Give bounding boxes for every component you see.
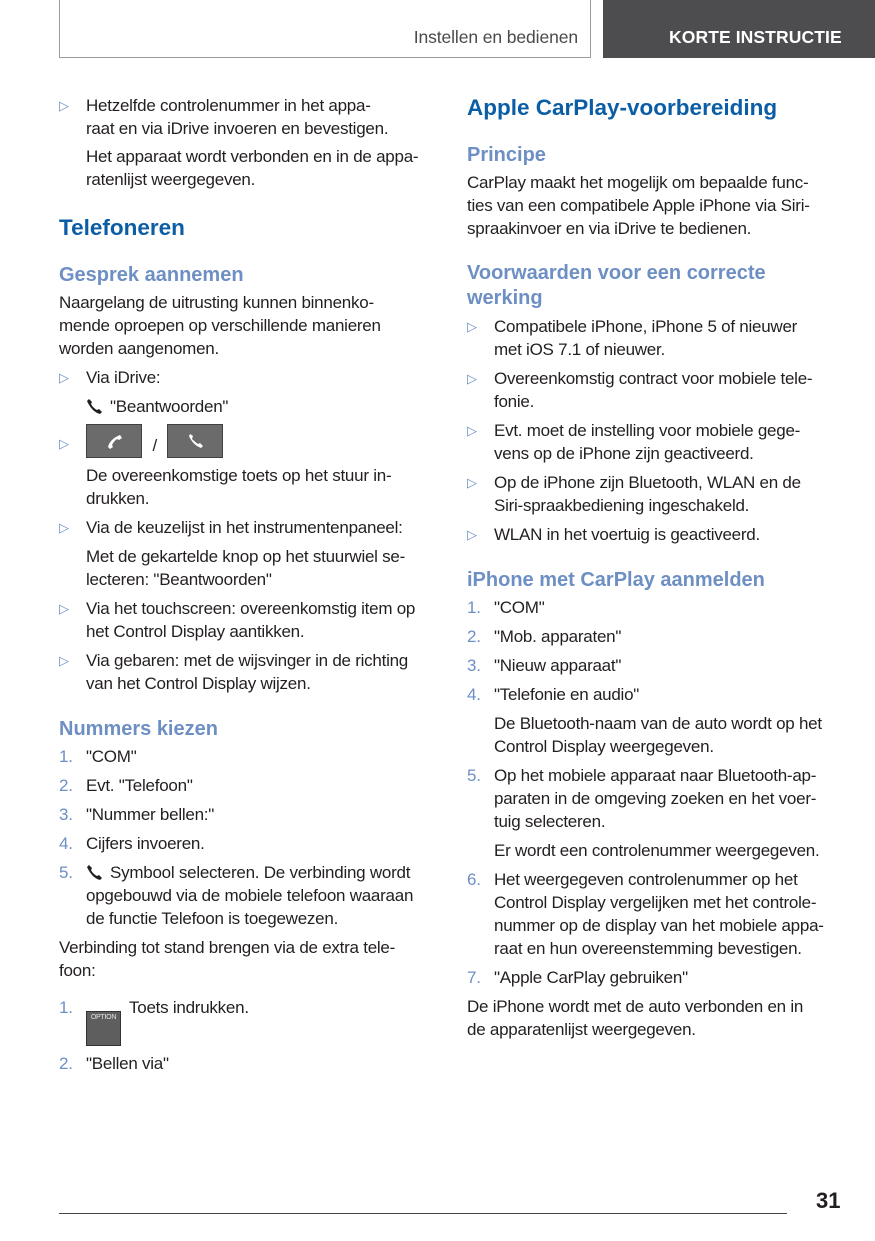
gesprek-line2: mende oproepen op verschillende manieren bbox=[59, 316, 381, 335]
call-list-button-icon bbox=[167, 424, 223, 458]
bullet-via-idrive bbox=[59, 366, 439, 389]
step-number: 4. bbox=[59, 834, 73, 853]
option-step1-text: Toets indrukken. bbox=[129, 998, 249, 1017]
step-number: 2. bbox=[59, 776, 73, 795]
voorwaarde-line2: vens op de iPhone zijn geactiveerd. bbox=[494, 444, 754, 463]
option-step-2 bbox=[59, 1052, 439, 1075]
button-separator: / bbox=[152, 436, 157, 456]
voorwaarde-4 bbox=[467, 471, 847, 517]
nummers-step-5 bbox=[59, 861, 439, 930]
step-text: "Mob. apparaten" bbox=[494, 627, 622, 646]
idrive-sub bbox=[59, 395, 439, 418]
keuzelijst-sub-line2: lecteren: "Beantwoorden" bbox=[86, 570, 272, 589]
heading-nummers-kiezen: Nummers kiezen bbox=[59, 718, 218, 740]
triangle-bullet-icon: ▷ bbox=[59, 653, 69, 668]
gebaren-line2: van het Control Display wijzen. bbox=[86, 674, 311, 693]
step5-line3: tuig selecteren. bbox=[494, 812, 606, 831]
step5-line2: paraten in de omgeving zoeken en het voer- bbox=[494, 789, 817, 808]
header-chapter-title: KORTE INSTRUCTIE bbox=[669, 27, 842, 47]
step-number: 1. bbox=[467, 598, 481, 617]
step-number: 1. bbox=[59, 747, 73, 766]
step-number: 3. bbox=[467, 656, 481, 675]
step6-line2: Control Display vergelijken met het controle- bbox=[494, 893, 817, 912]
triangle-bullet-icon: ▷ bbox=[59, 520, 69, 535]
keuzelijst-sub-line1: Met de gekartelde knop op het stuurwiel se- bbox=[86, 547, 406, 566]
beantwoorden-text: "Beantwoorden" bbox=[110, 397, 229, 416]
accept-call-button-icon bbox=[86, 424, 142, 458]
voorwaarde-wlan bbox=[467, 523, 847, 546]
step-text: "Nummer bellen:" bbox=[86, 805, 215, 824]
step-text: "Telefonie en audio" bbox=[494, 685, 640, 704]
stuur-line1: De overeenkomstige toets op het stuur in- bbox=[86, 466, 392, 485]
voorwaarde-line2: fonie. bbox=[494, 392, 535, 411]
voorwaarde-1 bbox=[467, 315, 847, 361]
principe-line3: spraakinvoer en via iDrive te bedienen. bbox=[467, 219, 752, 238]
step-number: 3. bbox=[59, 805, 73, 824]
triangle-bullet-icon: ▷ bbox=[59, 98, 69, 113]
triangle-bullet-icon: ▷ bbox=[59, 370, 69, 385]
carplay-step-6 bbox=[467, 868, 847, 960]
step-text: Cijfers invoeren. bbox=[86, 834, 205, 853]
triangle-bullet-icon: ▷ bbox=[467, 527, 477, 542]
heading-principe: Principe bbox=[467, 144, 546, 166]
triangle-bullet-icon: ▷ bbox=[59, 601, 69, 616]
right-column bbox=[467, 94, 847, 1047]
gebaren-line1: Via gebaren: met de wijsvinger in de richting bbox=[86, 651, 409, 670]
carplay-step-2 bbox=[467, 625, 847, 648]
voorwaarde-line2: Siri-spraakbediening ingeschakeld. bbox=[494, 496, 750, 515]
wlan-text: WLAN in het voertuig is geactiveerd. bbox=[494, 525, 760, 544]
header-section-box bbox=[59, 0, 591, 58]
option-step-1 bbox=[59, 996, 439, 1046]
intro-bullet bbox=[59, 94, 439, 140]
voorwaarde-line1: Evt. moet de instelling voor mobiele gege- bbox=[494, 421, 801, 440]
bullet-via-idrive-text: Via iDrive: bbox=[86, 368, 161, 387]
option-step2-text: "Bellen via" bbox=[86, 1054, 169, 1073]
step-number: 7. bbox=[467, 968, 481, 987]
nummers-step-1 bbox=[59, 745, 439, 768]
step-text: "COM" bbox=[86, 747, 137, 766]
keuzelijst-text: Via de keuzelijst in het instrumentenpaneel: bbox=[86, 518, 403, 537]
triangle-bullet-icon: ▷ bbox=[467, 319, 477, 334]
voorwaarde-line1: Overeenkomstig contract voor mobiele tele- bbox=[494, 369, 813, 388]
carplay-step-3 bbox=[467, 654, 847, 677]
triangle-bullet-icon: ▷ bbox=[467, 475, 477, 490]
intro-bullet-line2: raat en via iDrive invoeren en bevestigen. bbox=[86, 119, 389, 138]
extra-line1: Verbinding tot stand brengen via de extra tele- bbox=[59, 938, 396, 957]
nummers-step-4 bbox=[59, 832, 439, 855]
option-button-icon: OPTION bbox=[86, 1011, 121, 1046]
left-column bbox=[59, 94, 439, 1081]
nummers-step-2 bbox=[59, 774, 439, 797]
gesprek-line3: worden aangenomen. bbox=[59, 339, 219, 358]
triangle-bullet-icon: ▷ bbox=[59, 436, 69, 451]
header-chapter-tab bbox=[603, 0, 875, 58]
step-number: 1. bbox=[59, 998, 73, 1017]
stuur-sub bbox=[59, 464, 439, 510]
step4-sub-line2: Control Display weergegeven. bbox=[494, 737, 714, 756]
voorwaarden-title-line2: werking bbox=[467, 287, 543, 309]
carplay-step-7 bbox=[467, 966, 847, 989]
touch-line1: Via het touchscreen: overeenkomstig item op bbox=[86, 599, 416, 618]
step-number: 6. bbox=[467, 870, 481, 889]
heading-telefoneren: Telefoneren bbox=[59, 215, 185, 240]
stuur-line2: drukken. bbox=[86, 489, 150, 508]
nummers-step-3 bbox=[59, 803, 439, 826]
step5-line1: Op het mobiele apparaat naar Bluetooth-ap- bbox=[494, 766, 817, 785]
step5-sub: Er wordt een controlenummer weergegeven. bbox=[494, 841, 820, 860]
voorwaarde-2 bbox=[467, 367, 847, 413]
heading-apple-carplay: Apple CarPlay-voorbereiding bbox=[467, 95, 778, 120]
phone-handset-icon bbox=[86, 863, 104, 881]
step5-line2: opgebouwd via de mobiele telefoon waaraan bbox=[86, 886, 414, 905]
final-line2: de apparatenlijst weergegeven. bbox=[467, 1020, 696, 1039]
page-number: 31 bbox=[816, 1188, 841, 1213]
intro-bullet-line1: Hetzelfde controlenummer in het appa- bbox=[86, 96, 371, 115]
bullet-gebaren bbox=[59, 649, 439, 695]
bullet-keuzelijst bbox=[59, 516, 439, 539]
voorwaarde-line1: Compatibele iPhone, iPhone 5 of nieuwer bbox=[494, 317, 798, 336]
voorwaarde-3 bbox=[467, 419, 847, 465]
voorwaarden-title-line1: Voorwaarden voor een correcte bbox=[467, 262, 766, 284]
triangle-bullet-icon: ▷ bbox=[467, 371, 477, 386]
heading-iphone-aanmelden: iPhone met CarPlay aanmelden bbox=[467, 569, 765, 591]
step6-line1: Het weergegeven controlenummer op het bbox=[494, 870, 798, 889]
bullet-steering-buttons bbox=[59, 424, 439, 458]
carplay-step-4 bbox=[467, 683, 847, 706]
step-number: 4. bbox=[467, 685, 481, 704]
step-text: Evt. "Telefoon" bbox=[86, 776, 193, 795]
step6-line3: nummer op de display van het mobiele appa- bbox=[494, 916, 824, 935]
step-number: 2. bbox=[59, 1054, 73, 1073]
voorwaarde-line1: Op de iPhone zijn Bluetooth, WLAN en de bbox=[494, 473, 801, 492]
intro-paragraph bbox=[59, 145, 439, 191]
voorwaarde-line2: met iOS 7.1 of nieuwer. bbox=[494, 340, 665, 359]
step5-line3: de functie Telefoon is toegewezen. bbox=[86, 909, 339, 928]
heading-gesprek-aannemen: Gesprek aannemen bbox=[59, 264, 244, 286]
extra-line2: foon: bbox=[59, 961, 96, 980]
heading-voorwaarden bbox=[467, 261, 847, 311]
step-number: 5. bbox=[59, 863, 73, 882]
footer-rule bbox=[59, 1213, 787, 1214]
carplay-step-5 bbox=[467, 764, 847, 833]
step-text: "Nieuw apparaat" bbox=[494, 656, 622, 675]
step4-sub bbox=[467, 712, 847, 758]
gesprek-paragraph bbox=[59, 291, 439, 360]
keuzelijst-sub bbox=[59, 545, 439, 591]
principe-line2: ties van een compatibele Apple iPhone via Siri- bbox=[467, 196, 810, 215]
final-paragraph bbox=[467, 995, 847, 1041]
extra-telefoon-paragraph bbox=[59, 936, 439, 982]
final-line1: De iPhone wordt met de auto verbonden en in bbox=[467, 997, 804, 1016]
bullet-touchscreen bbox=[59, 597, 439, 643]
step-text: "COM" bbox=[494, 598, 545, 617]
step5-line1: Symbool selecteren. De verbinding wordt bbox=[110, 863, 411, 882]
principe-paragraph bbox=[467, 171, 847, 240]
triangle-bullet-icon: ▷ bbox=[467, 423, 477, 438]
gesprek-line1: Naargelang de uitrusting kunnen binnenko- bbox=[59, 293, 374, 312]
intro-paragraph-line2: ratenlijst weergegeven. bbox=[86, 170, 256, 189]
touch-line2: het Control Display aantikken. bbox=[86, 622, 305, 641]
carplay-step-1 bbox=[467, 596, 847, 619]
step4-sub-line1: De Bluetooth-naam van de auto wordt op het bbox=[494, 714, 822, 733]
step-number: 2. bbox=[467, 627, 481, 646]
principe-line1: CarPlay maakt het mogelijk om bepaalde func- bbox=[467, 173, 809, 192]
header-section-title: Instellen en bedienen bbox=[413, 27, 578, 47]
phone-handset-icon bbox=[86, 397, 104, 415]
step6-line4: raat en hun overeenstemming bevestigen. bbox=[494, 939, 802, 958]
intro-paragraph-line1: Het apparaat wordt verbonden en in de appa- bbox=[86, 147, 419, 166]
step7-text: "Apple CarPlay gebruiken" bbox=[494, 968, 688, 987]
step-number: 5. bbox=[467, 766, 481, 785]
